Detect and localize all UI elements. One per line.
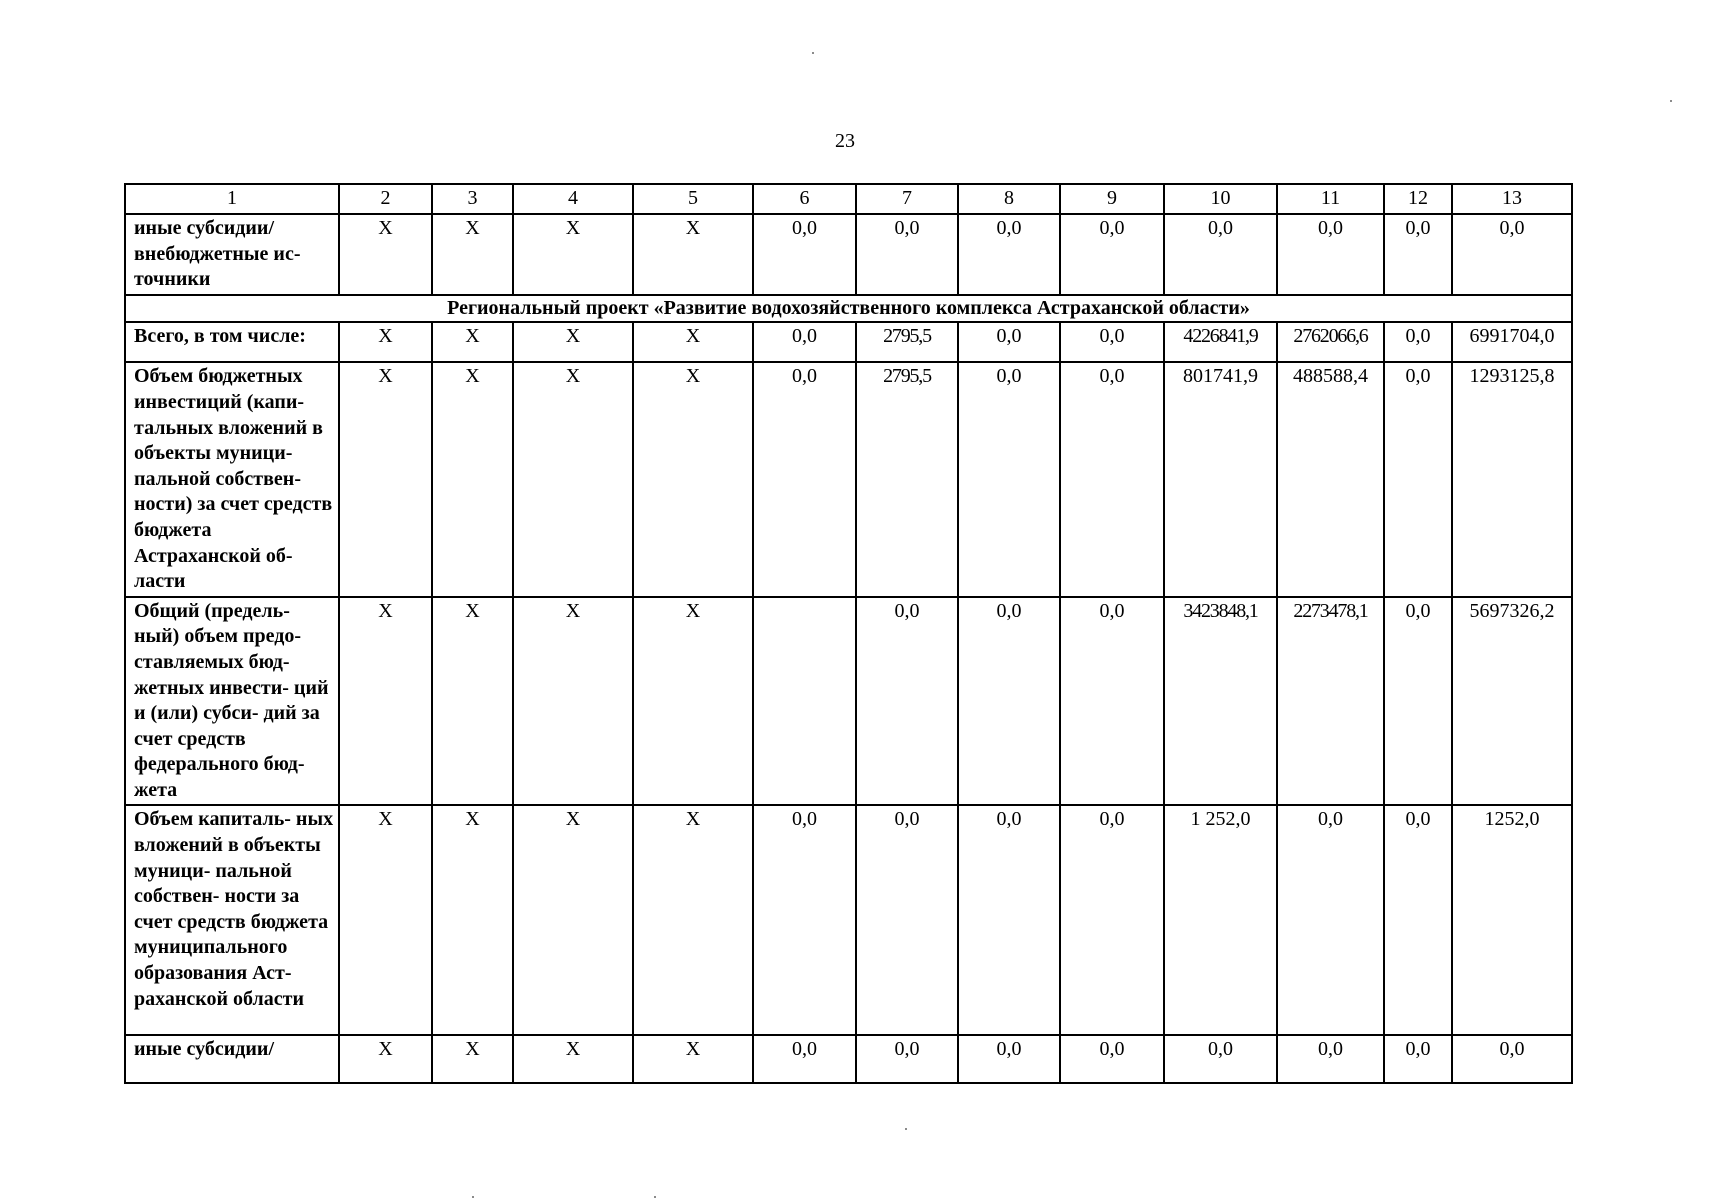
table-cell: 3423848,1 bbox=[1164, 597, 1277, 806]
table-cell: 0,0 bbox=[1164, 1035, 1277, 1083]
table-cell: 0,0 bbox=[856, 805, 958, 1035]
column-header: 10 bbox=[1164, 184, 1277, 214]
table-cell: 0,0 bbox=[753, 214, 856, 295]
table-cell: X bbox=[339, 1035, 432, 1083]
column-header: 4 bbox=[513, 184, 633, 214]
column-number-row bbox=[125, 184, 1572, 214]
table-cell: 0,0 bbox=[1060, 1035, 1164, 1083]
column-header: 13 bbox=[1452, 184, 1572, 214]
scan-speck bbox=[472, 1196, 474, 1198]
row-label: Объем бюджетных инвестиций (капи- тальных вложений в объекты муници- пальной собствен- ности) за счет средств бюджета Астраханской об- ласти bbox=[125, 362, 339, 596]
column-header: 7 bbox=[856, 184, 958, 214]
table-cell: X bbox=[513, 597, 633, 806]
table-cell: X bbox=[339, 362, 432, 596]
table-cell: 0,0 bbox=[1060, 805, 1164, 1035]
row-label: иные субсидии/ внебюджетные ис- точники bbox=[125, 214, 339, 295]
column-header: 2 bbox=[339, 184, 432, 214]
table-cell: 0,0 bbox=[958, 362, 1060, 596]
table-cell: X bbox=[633, 805, 753, 1035]
table-cell: X bbox=[432, 1035, 513, 1083]
table-cell: 0,0 bbox=[1277, 805, 1384, 1035]
row-label: Объем капиталь- ных вложений в объекты муници- пальной собствен- ности за счет средств бюджета муниципального образования Аст- раханской области bbox=[125, 805, 339, 1035]
table-row bbox=[125, 214, 1572, 295]
table-cell: 1293125,8 bbox=[1452, 362, 1572, 596]
table-cell: 801741,9 bbox=[1164, 362, 1277, 596]
table-cell: 2273478,1 bbox=[1277, 597, 1384, 806]
table-cell bbox=[753, 597, 856, 806]
column-header: 12 bbox=[1384, 184, 1452, 214]
table-cell: X bbox=[432, 322, 513, 362]
table-cell: 0,0 bbox=[856, 597, 958, 806]
page-number: 23 bbox=[835, 130, 855, 152]
table-cell: 0,0 bbox=[1452, 1035, 1572, 1083]
table-row bbox=[125, 805, 1572, 1035]
table-cell: 0,0 bbox=[958, 214, 1060, 295]
table-cell: X bbox=[633, 322, 753, 362]
table-cell: 1252,0 bbox=[1452, 805, 1572, 1035]
table-cell: 0,0 bbox=[958, 322, 1060, 362]
table-cell: 4226841,9 bbox=[1164, 322, 1277, 362]
table-cell: 6991704,0 bbox=[1452, 322, 1572, 362]
table-cell: 0,0 bbox=[1384, 214, 1452, 295]
table-cell: X bbox=[339, 597, 432, 806]
column-header: 6 bbox=[753, 184, 856, 214]
table-cell: X bbox=[432, 362, 513, 596]
table-cell: X bbox=[513, 805, 633, 1035]
table-cell: X bbox=[432, 214, 513, 295]
table-cell: 0,0 bbox=[856, 214, 958, 295]
table-row bbox=[125, 1035, 1572, 1083]
table-cell: 0,0 bbox=[856, 1035, 958, 1083]
table-cell: 0,0 bbox=[1384, 597, 1452, 806]
table-cell: X bbox=[513, 322, 633, 362]
table-cell: X bbox=[513, 362, 633, 596]
column-header: 5 bbox=[633, 184, 753, 214]
table-cell: 488588,4 bbox=[1277, 362, 1384, 596]
row-label: Всего, в том числе: bbox=[125, 322, 339, 362]
table-cell: X bbox=[633, 597, 753, 806]
table-cell: X bbox=[432, 597, 513, 806]
table-cell: X bbox=[432, 805, 513, 1035]
scan-speck bbox=[1670, 100, 1672, 102]
table-cell: 0,0 bbox=[1452, 214, 1572, 295]
table-cell: 2795,5 bbox=[856, 322, 958, 362]
table-cell: 0,0 bbox=[1277, 1035, 1384, 1083]
table-cell: 0,0 bbox=[1384, 362, 1452, 596]
scan-speck bbox=[905, 1128, 907, 1130]
table-row bbox=[125, 362, 1572, 596]
table-cell: 0,0 bbox=[753, 805, 856, 1035]
table-row bbox=[125, 322, 1572, 362]
table-cell: 2795,5 bbox=[856, 362, 958, 596]
section-row bbox=[125, 295, 1572, 323]
column-header: 1 bbox=[125, 184, 339, 214]
scan-speck bbox=[654, 1196, 656, 1198]
table-cell: X bbox=[339, 214, 432, 295]
scan-speck bbox=[812, 52, 814, 54]
table-cell: X bbox=[633, 362, 753, 596]
table-cell: X bbox=[513, 1035, 633, 1083]
table-cell: 0,0 bbox=[958, 1035, 1060, 1083]
table-cell: 0,0 bbox=[753, 322, 856, 362]
table-cell: 0,0 bbox=[1060, 322, 1164, 362]
table-cell: 0,0 bbox=[1277, 214, 1384, 295]
table-cell: X bbox=[633, 214, 753, 295]
table-cell: 0,0 bbox=[1060, 214, 1164, 295]
table-cell: X bbox=[513, 214, 633, 295]
table-cell: 0,0 bbox=[753, 1035, 856, 1083]
table-cell: 5697326,2 bbox=[1452, 597, 1572, 806]
table-cell: X bbox=[339, 805, 432, 1035]
table-cell: 2762066,6 bbox=[1277, 322, 1384, 362]
table-cell: X bbox=[633, 1035, 753, 1083]
table-cell: 1 252,0 bbox=[1164, 805, 1277, 1035]
budget-table bbox=[124, 183, 1573, 1084]
table-cell: 0,0 bbox=[1384, 805, 1452, 1035]
table-row bbox=[125, 597, 1572, 806]
row-label: иные субсидии/ bbox=[125, 1035, 339, 1083]
column-header: 3 bbox=[432, 184, 513, 214]
column-header: 11 bbox=[1277, 184, 1384, 214]
table-cell: 0,0 bbox=[1164, 214, 1277, 295]
table-cell: 0,0 bbox=[958, 805, 1060, 1035]
table-cell: 0,0 bbox=[753, 362, 856, 596]
column-header: 9 bbox=[1060, 184, 1164, 214]
table-cell: 0,0 bbox=[1384, 322, 1452, 362]
table-cell: 0,0 bbox=[1060, 597, 1164, 806]
section-title: Региональный проект «Развитие водохозяйственного комплекса Астраханской области» bbox=[125, 295, 1572, 323]
row-label: Общий (предель- ный) объем предо- ставляемых бюд- жетных инвести- ций и (или) субси- дий за счет средств федерального бюд- жета bbox=[125, 597, 339, 806]
table-cell: 0,0 bbox=[1060, 362, 1164, 596]
table-cell: X bbox=[339, 322, 432, 362]
column-header: 8 bbox=[958, 184, 1060, 214]
table-cell: 0,0 bbox=[958, 597, 1060, 806]
table-cell: 0,0 bbox=[1384, 1035, 1452, 1083]
